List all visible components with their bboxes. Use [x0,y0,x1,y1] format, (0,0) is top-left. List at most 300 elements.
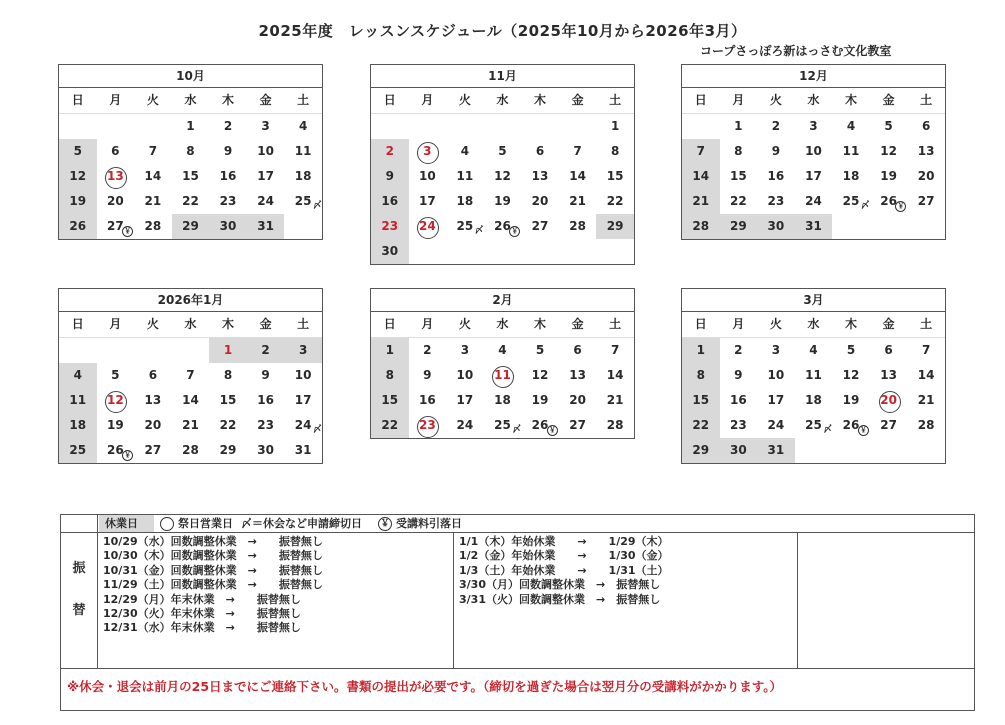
day-cell [134,139,172,164]
day-number: 7 [148,144,158,158]
weekday-label: 月 [109,317,122,331]
day-number: 19 [842,393,860,407]
weekday-label: 金 [259,317,272,331]
transfer-label-top: 振 [72,561,86,576]
day-cell [284,438,322,463]
day-cell [371,189,409,214]
day-number: 11 [69,393,87,407]
day-cell [97,388,135,413]
day-number: 4 [809,343,818,357]
day-cell [247,413,285,438]
day-number: 18 [456,194,474,208]
weekday-label: 水 [184,317,197,331]
day-cell [209,164,247,189]
day-cell [559,164,597,189]
day-number: 6 [921,119,931,133]
day-number: 27 [531,219,549,233]
transfer-item: 12/31（水）年末休業 → 振替無し [103,621,301,635]
day-cell [720,214,758,239]
day-cell [682,338,720,363]
day-cell [870,363,908,388]
day-cell [134,164,172,189]
weekday-label: 水 [496,93,509,107]
day-number: 6 [111,144,120,158]
day-cell [97,189,135,214]
day-number: 22 [182,194,199,208]
yen-icon: ￥ [859,426,867,434]
day-number: 20 [144,418,162,432]
day-number: 20 [106,194,124,208]
week-row [371,413,634,438]
day-cell [247,388,285,413]
day-cell [907,114,945,139]
day-cell [832,388,870,413]
weekday-label: 金 [571,317,584,331]
day-cell [720,388,758,413]
day-cell [247,114,285,139]
day-number: 8 [610,144,620,158]
day-number: 13 [531,169,549,183]
day-cell [757,388,795,413]
week-row [682,114,945,139]
week-row [682,189,945,214]
day-cell [59,388,97,413]
week-row [371,139,634,164]
day-cell [59,189,97,214]
day-cell [484,413,522,438]
day-number: 18 [69,418,87,432]
day-cell [521,413,559,438]
day-number: 18 [842,169,860,183]
day-number: 3 [298,343,308,357]
day-number: 18 [805,393,822,407]
day-cell [832,214,870,239]
transfer-label-bottom: 替 [72,603,86,618]
day-cell [521,214,559,239]
day-number: 29 [692,443,710,457]
day-number: 5 [73,144,82,158]
day-cell [59,164,97,189]
transfer-item: 10/29（水）回数調整休業 → 振替無し [103,535,323,548]
day-number: 2 [385,144,394,158]
day-number: 28 [692,219,710,233]
calendar-grid [59,88,322,239]
month-january [58,288,323,464]
day-number: 17 [456,393,474,407]
week-row [59,388,322,413]
week-row [59,189,322,214]
day-cell [409,214,447,239]
day-cell [247,214,285,239]
weekday-label: 月 [421,93,434,107]
weekday-label: 月 [421,317,434,331]
day-cell [484,214,522,239]
day-number: 20 [531,194,549,208]
day-cell [409,239,447,264]
school-name: コープさっぽろ新はっさむ文化教室 [700,44,892,58]
day-cell [596,338,634,363]
day-number: 2 [423,343,432,357]
day-number: 29 [219,443,237,457]
day-number: 14 [692,169,710,183]
weekday-label: 土 [609,93,622,107]
day-cell [484,388,522,413]
day-cell [795,114,833,139]
day-cell [59,139,97,164]
day-number: 26 [531,418,549,432]
weekday-label: 火 [769,317,782,331]
day-number: 15 [692,393,710,407]
day-cell [832,139,870,164]
weekday-label: 木 [222,93,235,107]
day-cell [521,189,559,214]
day-number: 27 [917,194,935,208]
day-cell [409,164,447,189]
weekday-label: 土 [297,93,310,107]
transfer-item: 1/3（土）年始休業 → 1/31（土） [459,563,669,577]
day-cell [59,114,97,139]
day-number: 24 [767,418,785,432]
day-number: 26 [842,418,860,432]
day-cell [559,139,597,164]
day-number: 11 [294,144,312,158]
deadline-check-icon: 〆 [823,425,833,435]
day-number: 23 [257,418,274,432]
day-cell [209,363,247,388]
weekday-label: 日 [71,93,84,107]
day-cell [446,164,484,189]
day-cell [97,114,135,139]
day-cell [484,189,522,214]
day-number: 22 [729,194,747,208]
day-number: 22 [219,418,237,432]
day-cell [870,438,908,463]
day-cell [209,438,247,463]
day-cell [446,114,484,139]
legend-debit: 受講料引落日 [396,517,462,530]
week-row [59,214,322,239]
day-cell [832,363,870,388]
day-number: 26 [494,219,511,233]
day-number: 2 [734,343,743,357]
day-number: 21 [692,194,710,208]
day-number: 4 [498,343,507,357]
day-cell [559,413,597,438]
transfer-item: 11/29（土）回数調整休業 → 振替無し [103,578,323,592]
day-cell [134,388,172,413]
day-cell [870,214,908,239]
day-number: 22 [381,418,399,432]
day-cell [371,164,409,189]
weekday-label: 日 [383,317,396,331]
day-number: 30 [767,219,785,233]
day-cell [484,139,522,164]
day-number: 4 [73,368,82,382]
weekday-label: 月 [732,317,745,331]
day-number: 17 [767,393,785,407]
week-row [682,338,945,363]
weekday-label: 日 [694,93,707,107]
day-number: 29 [182,219,199,233]
day-number: 2 [261,343,270,357]
day-cell [209,338,247,363]
day-cell [596,189,634,214]
day-cell [446,413,484,438]
transfer-list-left [103,535,323,636]
day-cell [596,164,634,189]
notice-text: ※休会・退会は前月の25日までにご連絡下さい。書類の提出が必要です。（締切を過ぎた場合は翌月分の受講料がかかります。） [67,679,783,694]
calendar-grid [59,312,322,463]
day-cell [757,214,795,239]
day-cell [371,363,409,388]
day-cell [795,189,833,214]
day-cell [284,114,322,139]
weekday-label: 土 [609,317,622,331]
day-number: 7 [610,343,620,357]
day-cell [795,388,833,413]
transfer-item: 3/31（火）回数調整休業 → 振替無し [459,592,661,606]
day-number: 17 [294,393,312,407]
day-number: 30 [219,219,237,233]
month-march [681,288,946,464]
day-cell [409,338,447,363]
day-number: 6 [148,368,158,382]
month-february [370,288,635,439]
day-number: 12 [69,169,87,183]
day-cell [209,139,247,164]
day-cell [720,363,758,388]
day-number: 27 [106,219,124,233]
day-number: 28 [144,219,162,233]
day-cell [172,363,210,388]
day-number: 23 [729,418,747,432]
day-number: 22 [606,194,624,208]
weekday-label: 土 [920,317,933,331]
day-cell [907,189,945,214]
day-cell [284,338,322,363]
day-cell [446,139,484,164]
day-cell [371,239,409,264]
day-cell [757,139,795,164]
day-number: 26 [69,219,87,233]
weekday-label: 日 [383,93,396,107]
day-cell [134,189,172,214]
day-number: 28 [182,443,199,457]
day-cell [870,338,908,363]
day-cell [870,413,908,438]
day-cell [757,164,795,189]
day-number: 25 [294,194,312,208]
day-number: 26 [880,194,897,208]
day-cell [59,363,97,388]
week-row [59,338,322,363]
day-number: 27 [144,443,162,457]
weekday-header [371,312,634,338]
week-row [59,139,322,164]
day-cell [870,189,908,214]
day-cell [795,164,833,189]
weekday-header [682,312,945,338]
day-number: 5 [846,343,856,357]
day-cell [521,363,559,388]
day-cell [134,338,172,363]
transfer-item: 12/30（火）年末休業 → 振替無し [103,607,301,621]
day-cell [134,114,172,139]
day-number: 13 [144,393,162,407]
day-cell [832,438,870,463]
day-cell [371,214,409,239]
day-number: 14 [917,368,935,382]
legend-deadline: 〆＝休会など申請締切日 [241,517,362,530]
day-cell [97,363,135,388]
day-number: 17 [805,169,822,183]
day-cell [284,189,322,214]
day-number: 10 [257,144,274,158]
day-cell [795,363,833,388]
legend-open-holiday: 祭日営業日 [178,517,233,530]
day-number: 1 [734,119,743,133]
day-number: 16 [418,393,436,407]
day-number: 30 [257,443,274,457]
day-number: 5 [111,368,120,382]
yen-icon: ￥ [124,227,132,235]
calendar-grid [371,312,634,438]
day-number: 20 [880,393,897,407]
day-number: 7 [696,144,705,158]
day-cell [409,114,447,139]
weekday-label: 水 [807,93,820,107]
yen-icon: ￥ [548,426,556,434]
day-cell [371,338,409,363]
weekday-label: 木 [222,317,235,331]
day-cell [59,413,97,438]
day-number: 21 [606,393,624,407]
day-number: 24 [294,418,312,432]
deadline-check-icon: 〆 [312,201,322,211]
day-cell [446,388,484,413]
day-cell [832,338,870,363]
weekday-label: 金 [571,93,584,107]
divider [61,668,974,669]
month-title: 12月 [682,65,945,88]
calendar-grid [682,88,945,239]
week-row [682,214,945,239]
day-number: 10 [456,368,474,382]
transfer-section [60,514,975,711]
day-number: 15 [381,393,399,407]
day-cell [596,139,634,164]
weekday-label: 金 [882,93,895,107]
day-number: 23 [219,194,237,208]
day-cell [484,239,522,264]
day-number: 7 [186,368,195,382]
day-number: 29 [606,219,624,233]
day-cell [720,438,758,463]
day-number: 10 [767,368,785,382]
day-cell [172,338,210,363]
day-number: 2 [771,119,781,133]
day-cell [284,139,322,164]
day-cell [757,338,795,363]
day-cell [559,338,597,363]
day-number: 26 [106,443,124,457]
week-row [682,164,945,189]
day-cell [247,189,285,214]
weekday-label: 火 [146,317,159,331]
day-cell [484,114,522,139]
day-number: 19 [880,169,897,183]
weekday-label: 木 [534,317,547,331]
day-number: 15 [219,393,237,407]
day-number: 21 [917,393,935,407]
day-number: 23 [381,219,399,233]
day-number: 1 [186,119,195,133]
day-cell [172,438,210,463]
day-cell [97,139,135,164]
month-title: 11月 [371,65,634,88]
month-title: 3月 [682,289,945,312]
day-cell [596,214,634,239]
day-number: 6 [884,343,893,357]
day-number: 19 [531,393,549,407]
week-row [59,164,322,189]
day-number: 29 [729,219,747,233]
week-row [371,388,634,413]
day-number: 18 [294,169,312,183]
day-cell [172,114,210,139]
weekday-header [682,88,945,114]
day-cell [559,239,597,264]
day-number: 3 [809,119,818,133]
day-number: 6 [535,144,545,158]
deadline-check-icon: 〆 [860,201,870,211]
day-number: 3 [261,119,270,133]
week-row [371,189,634,214]
day-number: 8 [734,144,743,158]
day-number: 27 [880,418,897,432]
yen-icon: ￥ [511,227,519,235]
day-cell [521,139,559,164]
week-row [59,413,322,438]
day-number: 16 [767,169,785,183]
day-cell [97,164,135,189]
day-number: 30 [381,244,399,258]
day-number: 24 [257,194,274,208]
day-cell [209,214,247,239]
day-cell [907,338,945,363]
week-row [682,363,945,388]
day-cell [409,363,447,388]
day-cell [559,189,597,214]
transfer-item: 1/2（金）年始休業 → 1/30（金） [459,549,669,563]
day-cell [720,139,758,164]
yen-icon: ￥ [124,451,132,459]
transfer-item: 10/30（木）回数調整休業 → 振替無し [103,549,323,563]
day-number: 20 [917,169,935,183]
day-cell [371,388,409,413]
day-cell [720,189,758,214]
day-cell [409,413,447,438]
day-cell [795,214,833,239]
day-cell [59,338,97,363]
day-cell [209,413,247,438]
week-row [371,114,634,139]
day-cell [720,338,758,363]
month-title: 2026年1月 [59,289,322,312]
week-row [371,164,634,189]
day-cell [596,239,634,264]
day-cell [907,214,945,239]
